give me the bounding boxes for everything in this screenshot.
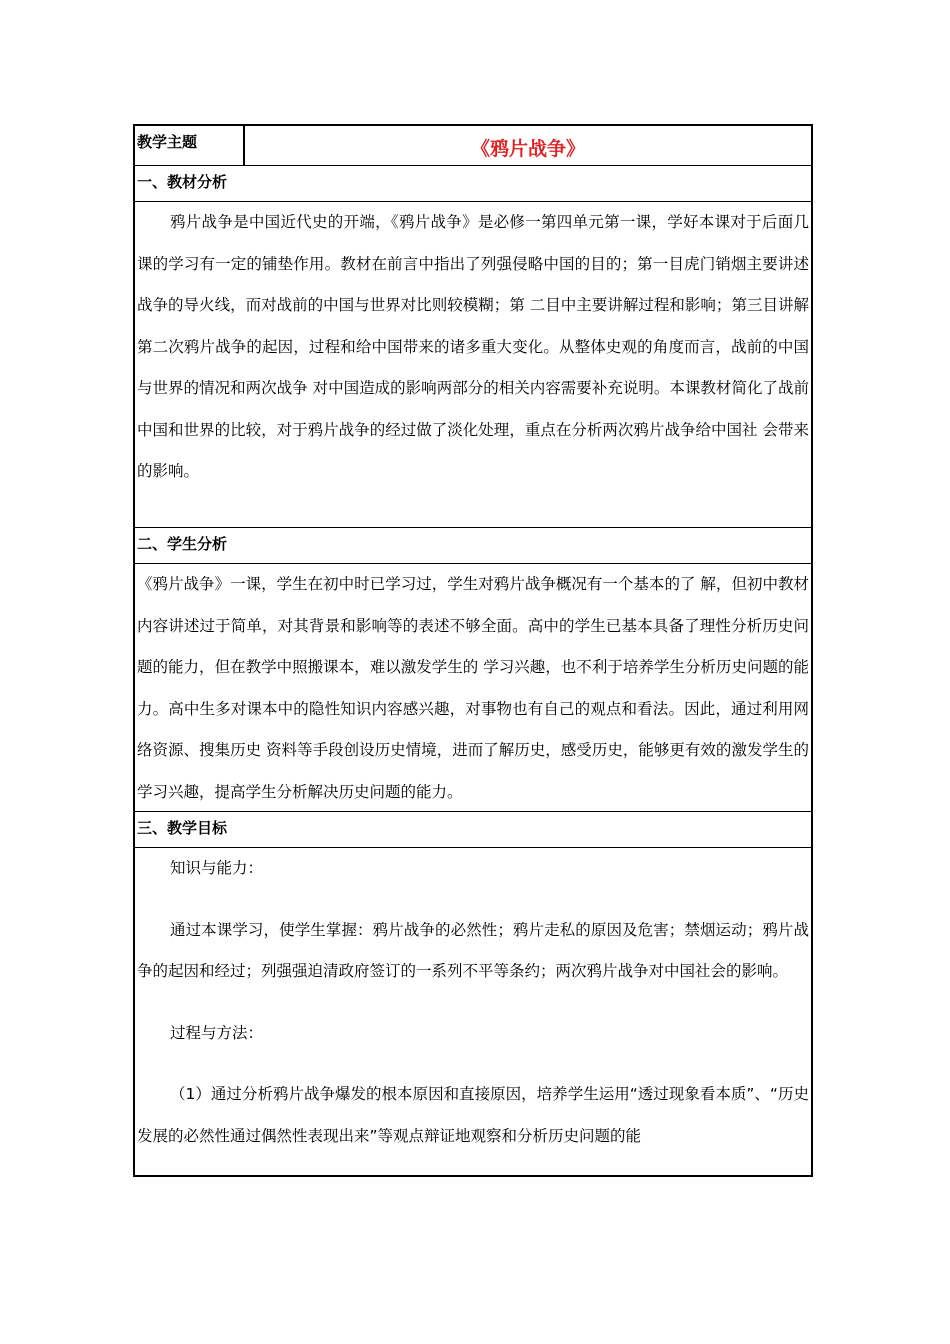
topic-label: 教学主题	[135, 126, 245, 165]
section-body-student-analysis	[135, 564, 811, 812]
knowledge-ability-paragraph: 通过本课学习，使学生掌握：鸦片战争的必然性；鸦片走私的原因及危害；禁烟运动；鸦片战争的起因和经过；列强强迫清政府签订的一系列不平等条约；两次鸦片战争对中国社会的影响。	[137, 920, 809, 980]
section-body-teaching-goals	[135, 848, 811, 1175]
student-analysis-paragraph: 《鸦片战争》一课，学生在初中时已学习过，学生对鸦片战争概况有一个基本的了 解，但初中教材内容讲述过于简单，对其背景和影响等的表述不够全面。高中的学生已基本具备了理性分析历史问题的能力，但在教学中照搬课本，难以激发学生的 学习兴趣，也不利于培养学生分析历史问题的能力。高中生多对课本中的隐性知识内容感兴趣，对事物也有自己的观点和看法。因此，通过利用网络资源、搜集历史 资料等手段创设历史情境，进而了解历史，感受历史，能够更有效的激发学生的学习兴趣，提高学生分析解决历史问题的能力。	[137, 575, 809, 801]
topic-row	[135, 126, 811, 166]
process-method-paragraph: （1）通过分析鸦片战争爆发的根本原因和直接原因，培养学生运用“透过现象看本质”、“历史发展的必然性通过偶然性表现出来”等观点辩证地观察和分析历史问题的能	[137, 1085, 809, 1145]
textbook-analysis-paragraph: 鸦片战争是中国近代史的开端，《鸦片战争》是必修一第四单元第一课，学好本课对于后面几课的学习有一定的铺垫作用。教材在前言中指出了列强侵略中国的目的；第一目虎门销烟主要讲述战争的导火线，而对战前的中国与世界对比则较模糊；第 二目中主要讲解过程和影响；第三目讲解第二次鸦片战争的起因，过程和给中国带来的诸多重大变化。从整体史观的角度而言，战前的中国与世界的情况和两次战争 对中国造成的影响两部分的相关内容需要补充说明。本课教材简化了战前中国和世界的比较，对于鸦片战争的经过做了淡化处理，重点在分析两次鸦片战争给中国社 会带来的影响。	[137, 213, 809, 480]
knowledge-ability-subhead: 知识与能力：	[170, 859, 264, 877]
process-method-subhead: 过程与方法：	[170, 1023, 264, 1042]
topic-title: 《鸦片战争》	[470, 138, 585, 160]
section-body-textbook-analysis	[135, 202, 811, 528]
section-heading-student-analysis: 二、学生分析	[135, 528, 811, 564]
section-heading-textbook-analysis: 一、教材分析	[135, 166, 811, 202]
section-heading-teaching-goals: 三、教学目标	[135, 812, 811, 848]
lesson-plan-table	[133, 124, 813, 1177]
